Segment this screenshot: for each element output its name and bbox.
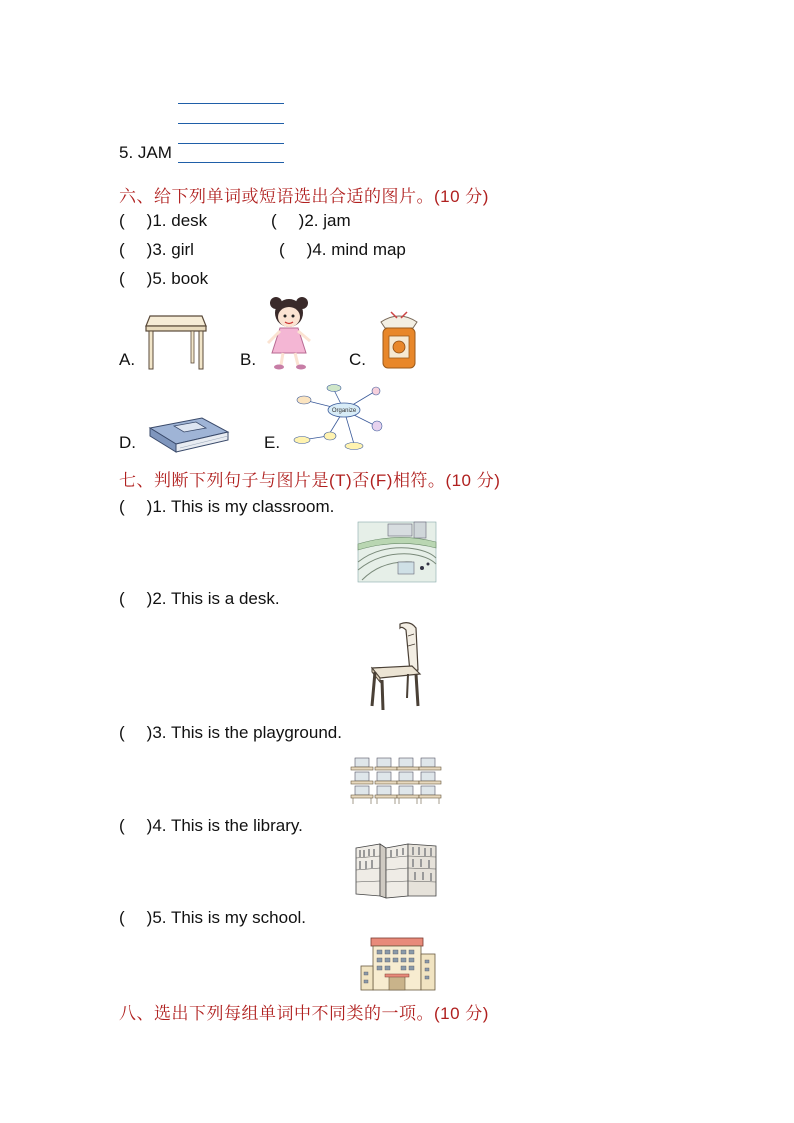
s7-item-4: ( )4. This is the library. bbox=[119, 816, 303, 835]
answer-line-2[interactable] bbox=[178, 123, 284, 124]
section-7-heading: 七、判断下列句子与图片是(T)否(F)相符。(10 分) bbox=[119, 471, 501, 491]
s6-item-1: ( )1. desk bbox=[119, 211, 208, 230]
school-building-picture bbox=[359, 936, 437, 992]
answer-line-3[interactable] bbox=[178, 143, 284, 144]
s6-item-3: ( )3. girl bbox=[119, 240, 194, 259]
s6-item-5: ( )5. book bbox=[119, 269, 209, 288]
jam-jar-picture bbox=[377, 310, 421, 370]
girl-picture bbox=[262, 295, 318, 371]
section-6-heading: 六、给下列单词或短语选出合适的图片。(10 分) bbox=[119, 187, 489, 207]
mind-map-center-label: Organize bbox=[331, 408, 357, 414]
option-a-label: A. bbox=[119, 350, 136, 369]
item-5-jam-label: 5. JAM bbox=[119, 143, 172, 162]
option-e-label: E. bbox=[264, 433, 281, 452]
answer-line-4[interactable] bbox=[178, 162, 284, 163]
s7-item-2: ( )2. This is a desk. bbox=[119, 589, 280, 608]
option-b-label: B. bbox=[240, 350, 257, 369]
s7-item-5: ( )5. This is my school. bbox=[119, 908, 307, 927]
option-c-label: C. bbox=[349, 350, 366, 369]
s7-item-1: ( )1. This is my classroom. bbox=[119, 497, 335, 516]
s6-item-4: ( )4. mind map bbox=[279, 240, 406, 259]
bookshelves-picture bbox=[356, 842, 438, 898]
classroom-computers-picture bbox=[351, 756, 445, 804]
park-picture bbox=[358, 522, 436, 582]
s6-item-2: ( )2. jam bbox=[271, 211, 351, 230]
chair-picture bbox=[366, 622, 428, 710]
option-d-label: D. bbox=[119, 433, 136, 452]
s7-item-3: ( )3. This is the playground. bbox=[119, 723, 342, 742]
book-picture bbox=[144, 414, 230, 454]
mind-map-picture bbox=[288, 378, 386, 454]
answer-line-1[interactable] bbox=[178, 103, 284, 104]
section-8-heading: 八、选出下列每组单词中不同类的一项。(10 分) bbox=[119, 1004, 489, 1024]
desk-picture bbox=[144, 312, 208, 372]
